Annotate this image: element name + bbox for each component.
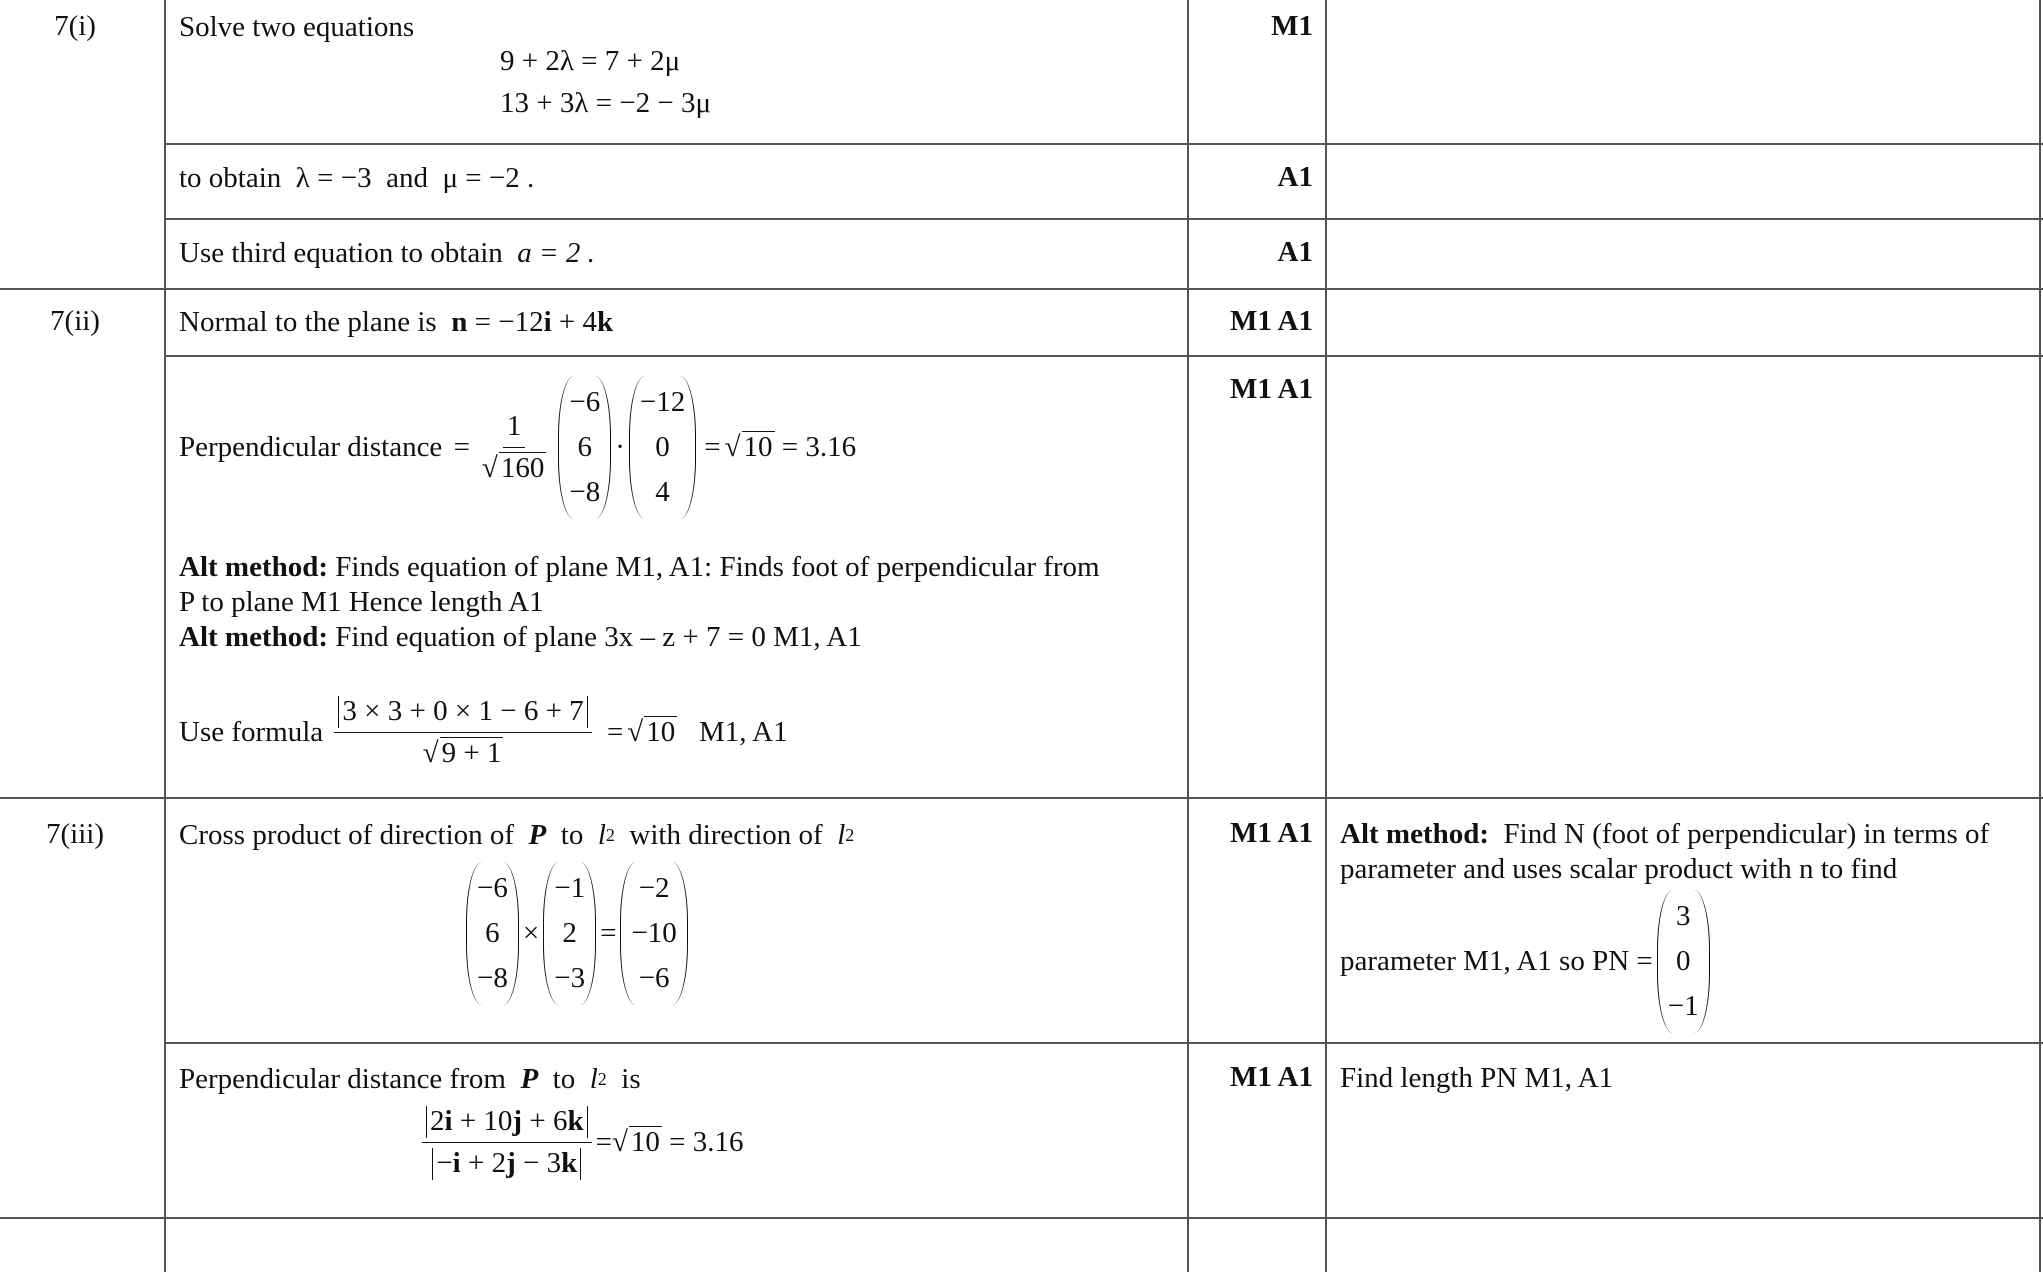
- cross-l: l: [597, 819, 606, 851]
- vector-entry: −2: [638, 872, 670, 904]
- question-label-7ii: 7(ii): [50, 305, 100, 337]
- vector-entry: −6: [477, 872, 508, 904]
- num-2: 2: [430, 1105, 445, 1137]
- perp-from-sub: 2: [597, 1068, 607, 1089]
- obtain-prefix: to obtain: [179, 162, 282, 194]
- perp-from-num-abs: [426, 1106, 588, 1138]
- vector-entry: −3: [554, 961, 586, 994]
- times-operator: ×: [522, 917, 540, 949]
- cross-with: with direction of: [629, 819, 823, 851]
- perp-from-prefix: Perpendicular distance from: [179, 1063, 506, 1095]
- pn-vector: [1657, 890, 1710, 1033]
- perp-fraction-den: √ 160: [481, 451, 545, 484]
- formula-den-radicand: 9 + 1: [441, 736, 502, 769]
- alt-guidance-label: Alt method:: [1340, 818, 1490, 850]
- perp-fraction-num: 1: [503, 409, 526, 448]
- rule-7iii-top: [0, 797, 2043, 799]
- obtain-and: and: [386, 162, 428, 194]
- den-k: k: [561, 1146, 578, 1179]
- pn-text: parameter M1, A1 so PN =: [1340, 945, 1653, 977]
- perp-from-radicand: 10: [630, 1125, 660, 1158]
- mark-7iii-1: M1 A1: [1230, 817, 1313, 849]
- vector-entry: 6: [577, 430, 593, 463]
- den-minus-3: − 3: [523, 1146, 562, 1179]
- rule-total-top: [0, 1217, 2043, 1219]
- solve-text: Solve two equations: [179, 11, 415, 43]
- pn-line: [1340, 890, 1714, 1033]
- vector-entry: −6: [638, 961, 670, 994]
- formula-num-abs: 3 × 3 + 0 × 1 − 6 + 7: [338, 696, 587, 728]
- perp-vector-2: [629, 376, 696, 519]
- perp-result-root: √ 10: [724, 431, 773, 463]
- cross-to: to: [560, 819, 584, 851]
- cross-vector-b: [543, 862, 596, 1005]
- num-j: j: [512, 1105, 523, 1137]
- vector-entry: −10: [631, 916, 677, 949]
- perp-from-den-abs: [432, 1148, 581, 1180]
- formula-line: [179, 694, 788, 771]
- perp-from-fraction: [422, 1104, 592, 1181]
- normal-eq: = −12: [474, 306, 544, 338]
- rule-7i-b: [164, 218, 2043, 220]
- mark-7i-1: M1: [1271, 10, 1313, 42]
- mark-7i-2: A1: [1277, 161, 1313, 193]
- cross-vector-c: [620, 862, 687, 1005]
- perp-result-eq: =: [704, 431, 721, 463]
- cross-P: P: [528, 819, 547, 851]
- perp-vector-1: [558, 376, 611, 519]
- rule-col-guidance: [2039, 0, 2041, 1272]
- equation-2: 13 + 3λ = −2 − 3μ: [500, 87, 712, 119]
- perp-from-to: to: [552, 1063, 576, 1095]
- formula-marks: M1, A1: [698, 715, 788, 748]
- formula-eq: =: [606, 715, 624, 748]
- mark-7iii-2: M1 A1: [1230, 1061, 1313, 1093]
- perp-eq: =: [453, 431, 470, 463]
- num-i: i: [444, 1105, 453, 1137]
- den-i: i: [452, 1146, 461, 1179]
- formula-num: [334, 694, 591, 733]
- perp-distance-from-line: [179, 1062, 641, 1097]
- normal-n: n: [451, 306, 468, 338]
- normal-i: i: [543, 306, 552, 338]
- perp-from-is: is: [621, 1063, 641, 1095]
- cross-sub2: 2: [845, 824, 855, 845]
- vector-entry: 3: [1675, 900, 1691, 932]
- obtain-mu: μ = −2 .: [442, 162, 535, 194]
- dot-operator: ·: [615, 431, 625, 463]
- vector-entry: −8: [569, 475, 601, 508]
- vector-entry: 6: [485, 916, 500, 949]
- den-plus-2: + 2: [467, 1146, 507, 1179]
- alt-method-1-label: Alt method:: [179, 551, 329, 583]
- obtain-line: [179, 161, 534, 196]
- perp-from-den: [428, 1143, 585, 1181]
- rule-7i-a: [164, 143, 2043, 145]
- num-plus-6: + 6: [529, 1105, 568, 1137]
- third-equation-line: [179, 236, 595, 271]
- vector-entry: 0: [1675, 944, 1691, 977]
- rule-7ii-top: [0, 288, 2043, 290]
- cross-prefix: Cross product of direction of: [179, 819, 515, 851]
- normal-k: k: [597, 306, 614, 338]
- alt-guidance-text2: parameter and uses scalar product with n to find: [1340, 853, 1898, 885]
- perp-from-formula: [418, 1104, 743, 1181]
- equals-operator: =: [600, 917, 617, 949]
- alt-method-2-text: Find equation of plane 3x – z + 7 = 0 M1, A1: [335, 621, 862, 653]
- cross-l2: l: [837, 819, 846, 851]
- perp-fraction: [478, 409, 550, 486]
- perp-den-radicand: 160: [500, 451, 545, 484]
- question-label-7i: 7(i): [54, 10, 96, 42]
- vector-entry: 4: [655, 475, 670, 508]
- perp-from-l: l: [589, 1063, 598, 1095]
- vector-entry: −12: [639, 386, 686, 418]
- rule-col-answer: [1187, 0, 1189, 1272]
- perp-from-P: P: [520, 1063, 539, 1095]
- formula-label: Use formula: [179, 715, 324, 748]
- equation-1: 9 + 2λ = 7 + 2μ: [500, 45, 681, 77]
- normal-prefix: Normal to the plane is: [179, 306, 437, 338]
- cross-sub: 2: [605, 824, 615, 845]
- perp-from-root: √ 10: [611, 1125, 660, 1158]
- perp-from-num: [422, 1104, 592, 1143]
- mark-7ii-2: M1 A1: [1230, 373, 1313, 405]
- perp-label: Perpendicular distance: [179, 431, 443, 463]
- alt-guidance-text1: Find N (foot of perpendicular) in terms of: [1503, 818, 1990, 850]
- normal-line: [179, 305, 613, 340]
- den-neg: −: [436, 1146, 453, 1179]
- formula-root: √ 10: [627, 715, 676, 748]
- alt-method-1-text: Finds equation of plane M1, A1: Finds foot of perpendicular from: [335, 551, 1100, 583]
- rule-col-question: [164, 0, 166, 1272]
- formula-fraction: [334, 694, 591, 771]
- vector-entry: 0: [655, 430, 670, 463]
- vector-entry: 2: [562, 916, 577, 949]
- rule-7iii-a: [164, 1042, 2043, 1044]
- obtain-lambda: λ = −3: [295, 162, 372, 194]
- num-k: k: [567, 1105, 584, 1137]
- perp-from-res-eq: =: [595, 1125, 612, 1158]
- perp-from-value: = 3.16: [669, 1125, 744, 1158]
- alt-method-2-label: Alt method:: [179, 621, 329, 653]
- vector-entry: −1: [1667, 989, 1699, 1022]
- guidance-length-pn: Find length PN M1, A1: [1340, 1062, 1614, 1094]
- alt-method-1-text2: P to plane M1 Hence length A1: [179, 586, 544, 618]
- vector-entry: −1: [554, 872, 586, 904]
- alt-method-guidance: [1340, 817, 1989, 887]
- perp-result-value: = 3.16: [781, 431, 857, 463]
- formula-radicand: 10: [646, 715, 676, 748]
- mark-7i-3: A1: [1277, 236, 1313, 268]
- cross-product-line: [179, 818, 854, 853]
- question-label-7iii: 7(iii): [46, 818, 104, 850]
- rule-7ii-a: [164, 355, 2043, 357]
- perpendicular-distance-line: [179, 376, 856, 519]
- mark-7ii-1: M1 A1: [1230, 305, 1313, 337]
- num-plus-10: + 10: [459, 1105, 513, 1137]
- cross-product-vectors: [462, 862, 692, 1005]
- alt-method-1: [179, 550, 1100, 655]
- third-value: a = 2 .: [517, 237, 595, 269]
- rule-col-marks: [1325, 0, 1327, 1272]
- formula-den: √ 9 + 1: [422, 736, 502, 769]
- vector-entry: −6: [569, 386, 601, 418]
- perp-result-radicand: 10: [743, 431, 773, 463]
- third-prefix: Use third equation to obtain: [179, 237, 503, 269]
- den-j: j: [506, 1146, 516, 1179]
- cross-vector-a: [466, 862, 519, 1005]
- vector-entry: −8: [477, 961, 508, 994]
- normal-plus: + 4: [558, 306, 597, 338]
